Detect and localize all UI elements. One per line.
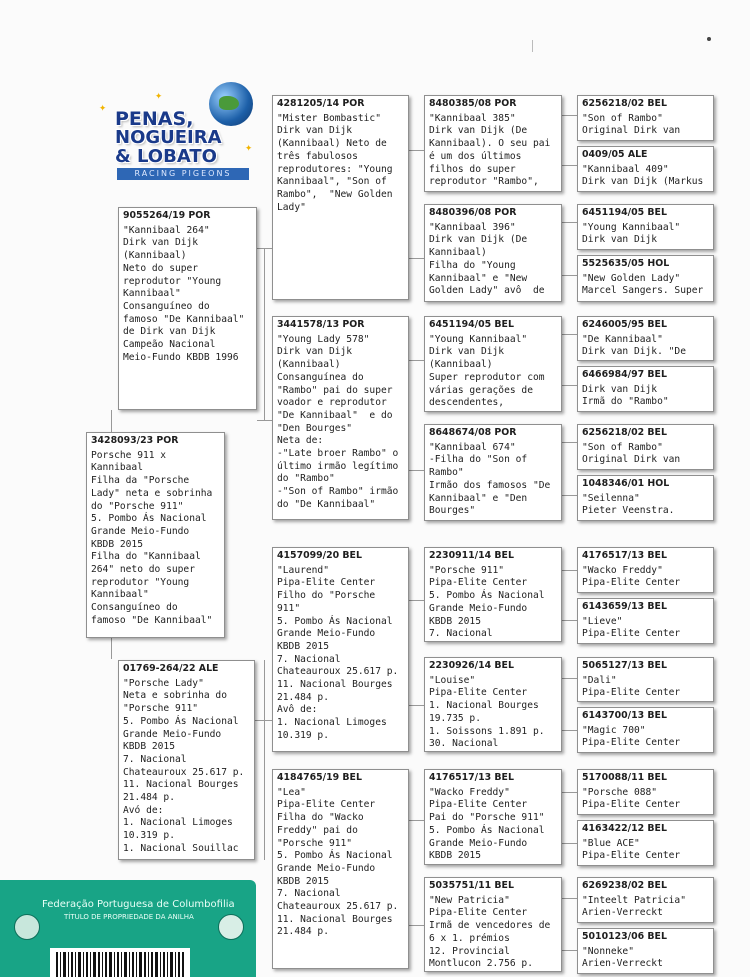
connector [264,248,265,421]
card-details: "De Kannibaal" Dirk van Dijk. "De [582,333,686,358]
federation-ownership-card [0,880,256,977]
logo-line-3: & LOBATO [115,146,217,167]
ring-number: 4184765/19 BEL [277,772,362,783]
ring-number: 6256218/02 BEL [582,427,667,438]
pedigree-card-gen5 [577,877,714,923]
pedigree-card-gen5 [577,255,714,302]
barcode [50,948,190,977]
pedigree-card-gen5 [577,707,714,753]
pedigree-card-gen5 [577,928,714,974]
pedigree-card-sire [118,207,257,410]
pedigree-card-sss [424,95,562,192]
connector [111,637,112,659]
pedigree-card-gen5 [577,146,714,192]
card-details: Dirk van Dijk Irmã do "Rambo" [582,383,669,408]
card-details: "Young Kannibaal" Dirk van Dijk [582,221,681,246]
connector [562,385,577,386]
card-details: "Lieve" Pipa-Elite Center [582,615,681,640]
pedigree-card-dsd [424,657,562,752]
ring-number: 5065127/13 BEL [582,660,667,671]
speck [707,37,711,41]
card-details: "Porsche 911" Pipa-Elite Center 5. Pombo Ás Nacional Grande Meio-Fundo KBDB 2015 7. Nacional [429,564,545,640]
pedigree-card-sire-sire [272,95,409,300]
ring-number: 6246005/95 BEL [582,319,667,330]
pedigree-card-gen5 [577,424,714,470]
card-details: "Young Kannibaal" Dirk van Dijk (Kannibaal) Super reprodutor com várias gerações de descendentes, [429,333,545,409]
connector [562,442,577,443]
connector [562,495,577,496]
ring-number: 8648674/08 POR [429,427,517,438]
connector [562,165,577,166]
pedigree-card-gen5 [577,598,714,644]
connector [562,275,577,276]
card-details: "Blue ACE" Pipa-Elite Center [582,837,681,862]
card-details: "Dali" Pipa-Elite Center [582,674,681,699]
federation-seal-icon [14,914,40,940]
loft-logo: ✦ ✦ ✦ PENAS, NOGUEIRA & LOBATO RACING PIGEONS [95,80,263,182]
connector [562,222,577,223]
ring-number: 3428093/23 POR [91,435,179,446]
ring-number: 6256218/02 BEL [582,98,667,109]
card-details: "Lea" Pipa-Elite Center Filha do "Wacko Freddy" pai do "Porsche 911" 5. Pombo Ás Nacional Grande Meio-Fundo KBDB 2015 7. Nacional Chateauroux 25.617 p. 11. Nacional Bourges 21.484 p. [277,786,399,938]
card-details: "Magic 700" Pipa-Elite Center [582,724,681,749]
pedigree-card-dam-dam [272,769,409,969]
card-details: "Kannibaal 264" Dirk van Dijk (Kannibaal) Neto do super reprodutor "Young Kannibaal" Consanguíneo do famoso "De Kannibaal" de Dirk van Dijk Campeão Nacional Meio-Fundo KBDB 1996 [123,224,245,363]
pedigree-card-gen5 [577,316,714,361]
pedigree-card-gen5 [577,547,714,593]
card-details: "Seilenna" Pieter Veenstra. [582,492,675,517]
ring-number: 4163422/12 BEL [582,823,667,834]
card-details: "Kannibaal 385" Dirk van Dijk (De Kannibaal). O seu pai é um dos últimos filhos do super reprodutor "Rambo", [429,112,551,188]
ring-number: 6143659/13 BEL [582,601,667,612]
ring-number: 1048346/01 HOL [582,478,670,489]
ring-number: 6466984/97 BEL [582,369,667,380]
logo-line-1: PENAS, [115,108,194,130]
pedigree-card-dam [118,660,255,860]
connector [562,950,577,951]
connector [562,730,577,731]
ring-number: 5010123/06 BEL [582,931,667,942]
ring-number: 5525635/05 HOL [582,258,670,269]
ring-number: 5035751/11 BEL [429,880,514,891]
card-details: "Wacko Freddy" Pipa-Elite Center Pai do "Porsche 911" 5. Pombo Ás Nacional Grande Meio-Fundo KBDB 2015 [429,786,545,862]
pedigree-card-subject [86,432,225,638]
pedigree-card-gen5 [577,204,714,250]
card-details: "Young Lady 578" Dirk van Dijk (Kannibaal) Consanguínea do "Rambo" pai do super voador e reprodutor "De Kannibaal" e do "Den Bourges" Neta de: -"Late broer Rambo" o último irmão legítimo do "Rambo" -"Son of Rambo" irmão do "De Kannibaal" [277,333,399,510]
ring-number: 2230926/14 BEL [429,660,514,671]
pedigree-card-gen5 [577,769,714,815]
federation-subtitle: TÍTULO DE PROPRIEDADE DA ANILHA [64,913,194,921]
card-details: "New Golden Lady" Marcel Sangers. Super [582,272,704,297]
card-details: "Porsche 088" Pipa-Elite Center [582,786,681,811]
pedigree-card-dss [424,547,562,642]
ring-number: 6269238/02 BEL [582,880,667,891]
connector [562,115,577,116]
ring-number: 6143700/13 BEL [582,710,667,721]
card-details: "Kannibaal 396" Dirk van Dijk (De Kannibaal) Filha do "Young Kannibaal" e "New Golden Lady" avô de [429,221,545,297]
card-details: "Inteelt Patricia" Arien-Verreckt [582,894,686,919]
pedigree-card-sds [424,316,562,412]
ring-number: 4281205/14 POR [277,98,365,109]
card-details: "Son of Rambo" Original Dirk van [582,441,681,466]
pedigree-card-gen5 [577,657,714,702]
card-details: Porsche 911 x Kannibaal Filha da "Porsche Lady" neta e sobrinha do "Porsche 911" 5. Pombo Ás Nacional Grande Meio-Fundo KBDB 2015 Filha do "Kannibaal 264" neto do super reprodutor "Young Kannibaal" Consanguíneo do famoso "De Kannibaal" [91,449,213,626]
ring-number: 4176517/13 BEL [429,772,514,783]
connector [409,470,424,471]
connector [409,820,424,821]
connector [409,600,424,601]
card-details: "Son of Rambo" Original Dirk van [582,112,681,137]
ring-number: 9055264/19 POR [123,210,211,221]
card-details: "Wacko Freddy" Pipa-Elite Center [582,564,681,589]
federation-title: Federação Portuguesa de Columbofilia [42,899,235,910]
card-details: "New Patricia" Pipa-Elite Center Irmã de vencedores de 6 x 1. prémios 12. Provincial Montlucon 2.756 p. [429,894,551,970]
logo-tagline: RACING PIGEONS [117,168,249,180]
pedigree-card-gen5 [577,475,714,521]
ring-number: 8480396/08 POR [429,207,517,218]
card-details: "Porsche Lady" Neta e sobrinha do "Porsche 911" 5. Pombo Ás Nacional Grande Meio-Fundo KBDB 2015 7. Nacional Chateauroux 25.617 p. 11. Nacional Bourges 21.484 p. Avó de: 1. Nacional Limoges 10.319 p. 1. Nacional Souillac [123,677,245,854]
ring-number: 4176517/13 BEL [582,550,667,561]
connector [409,258,424,259]
connector [562,792,577,793]
pedigree-card-gen5 [577,366,714,412]
pigeon-emblem-icon [218,914,244,940]
connector [409,705,424,706]
connector [264,660,265,860]
pedigree-card-gen5 [577,95,714,141]
ring-number: 4157099/20 BEL [277,550,362,561]
logo-line-2: NOGUEIRA [115,127,222,148]
pedigree-card-dds [424,769,562,865]
connector [562,678,577,679]
card-details: "Kannibaal 409" Dirk van Dijk (Markus [582,163,704,188]
card-details: "Kannibaal 674" -Filha do "Son of Rambo" Irmão dos famosos "De Kannibaal" e "Den Bourges" [429,441,551,517]
card-details: "Louise" Pipa-Elite Center 1. Nacional Bourges 19.735 p. 1. Soissons 1.891 p. 30. Nacional [429,674,545,750]
connector [562,898,577,899]
connector [409,360,424,361]
scan-mark [532,40,533,52]
pedigree-card-gen5 [577,820,714,866]
ring-number: 01769-264/22 ALE [123,663,219,674]
card-details: "Nonneke" Arien-Verreckt [582,945,663,970]
ring-number: 5170088/11 BEL [582,772,667,783]
connector [111,410,112,432]
ring-number: 6451194/05 BEL [429,319,514,330]
connector [409,150,424,151]
ring-number: 6451194/05 BEL [582,207,667,218]
pedigree-card-ssd [424,204,562,302]
pedigree-card-sdd [424,424,562,521]
connector [562,570,577,571]
connector [562,843,577,844]
pedigree-card-dam-sire [272,547,409,752]
pedigree-card-sire-dam [272,316,409,520]
ring-number: 0409/05 ALE [582,149,648,160]
ring-number: 2230911/14 BEL [429,550,514,561]
ring-number: 3441578/13 POR [277,319,365,330]
ring-number: 8480385/08 POR [429,98,517,109]
card-details: "Mister Bombastic" Dirk van Dijk (Kannibaal) Neto de três fabulosos reprodutores: "Young Kannibaal", "Son of Rambo", "New Golden Lady" [277,112,393,213]
connector [562,620,577,621]
globe-icon [209,82,253,126]
card-details: "Laurend" Pipa-Elite Center Filho do "Porsche 911" 5. Pombo Ás Nacional Grande Meio-Fundo KBDB 2015 7. Nacional Chateauroux 25.617 p. 11. Nacional Bourges 21.484 p. Avô de: 1. Nacional Limoges 10.319 p. [277,564,399,741]
connector [562,334,577,335]
pedigree-card-ddd [424,877,562,972]
connector [409,925,424,926]
